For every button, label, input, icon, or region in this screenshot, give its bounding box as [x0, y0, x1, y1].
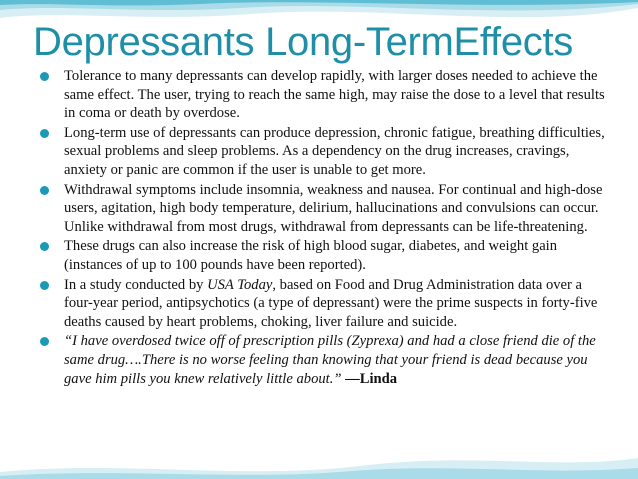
bullet-text-before: In a study conducted by [64, 276, 208, 293]
bullet-icon [40, 337, 49, 346]
bullet-icon [40, 281, 49, 290]
bullet-item [40, 237, 610, 274]
bullet-item [40, 276, 610, 332]
bullet-item [40, 124, 610, 180]
bullet-item-quote [40, 332, 610, 388]
bullet-text: Withdrawal symptoms include insomnia, weakness and nausea. For continual and high-dose users, agitation, high body temperature, delirium, hallucinations and convulsions can occur. Unlike withdrawal from most drugs, withdrawal from depressants can be life-threatening. [64, 181, 603, 235]
bullet-item [40, 67, 610, 123]
bullet-source-name: USA Today [207, 276, 273, 293]
bullet-text: Tolerance to many depressants can develop rapidly, with larger doses needed to achieve the same effect. The user, trying to reach the same high, may raise the dose to a level that results in coma or death by overdose. [64, 68, 605, 122]
bullet-icon [40, 186, 49, 195]
bullet-text: These drugs can also increase the risk of high blood sugar, diabetes, and weight gain (instances of up to 100 pounds have been reported). [64, 238, 558, 273]
quote-text: “I have overdosed twice off of prescription pills (Zyprexa) and had a close friend die of the same drug….There is no worse feeling than knowing that your friend is dead because you gave him pills you knew relatively little about.” [64, 333, 596, 387]
bullet-text: Long-term use of depressants can produce depression, chronic fatigue, breathing difficulties, sexual problems and sleep problems. As a dependency on the drug increases, cravings, anxiety or panic are common if the user is unable to get more. [64, 124, 605, 178]
bullet-icon [40, 129, 49, 138]
bullet-icon [40, 242, 49, 251]
bullet-item [40, 181, 610, 237]
slide-title: Depressants Long-TermEffects [33, 20, 573, 64]
bullet-icon [40, 72, 49, 81]
bullet-text-after: , based on Food and Drug Administration data over a four-year period, antipsychotics (a type of depressant) were the prime suspects in forty-five deaths caused by heart problems, choking, liver failure and suicide. [64, 276, 598, 330]
bullet-list [40, 67, 610, 389]
quote-author: —Linda [345, 370, 398, 387]
